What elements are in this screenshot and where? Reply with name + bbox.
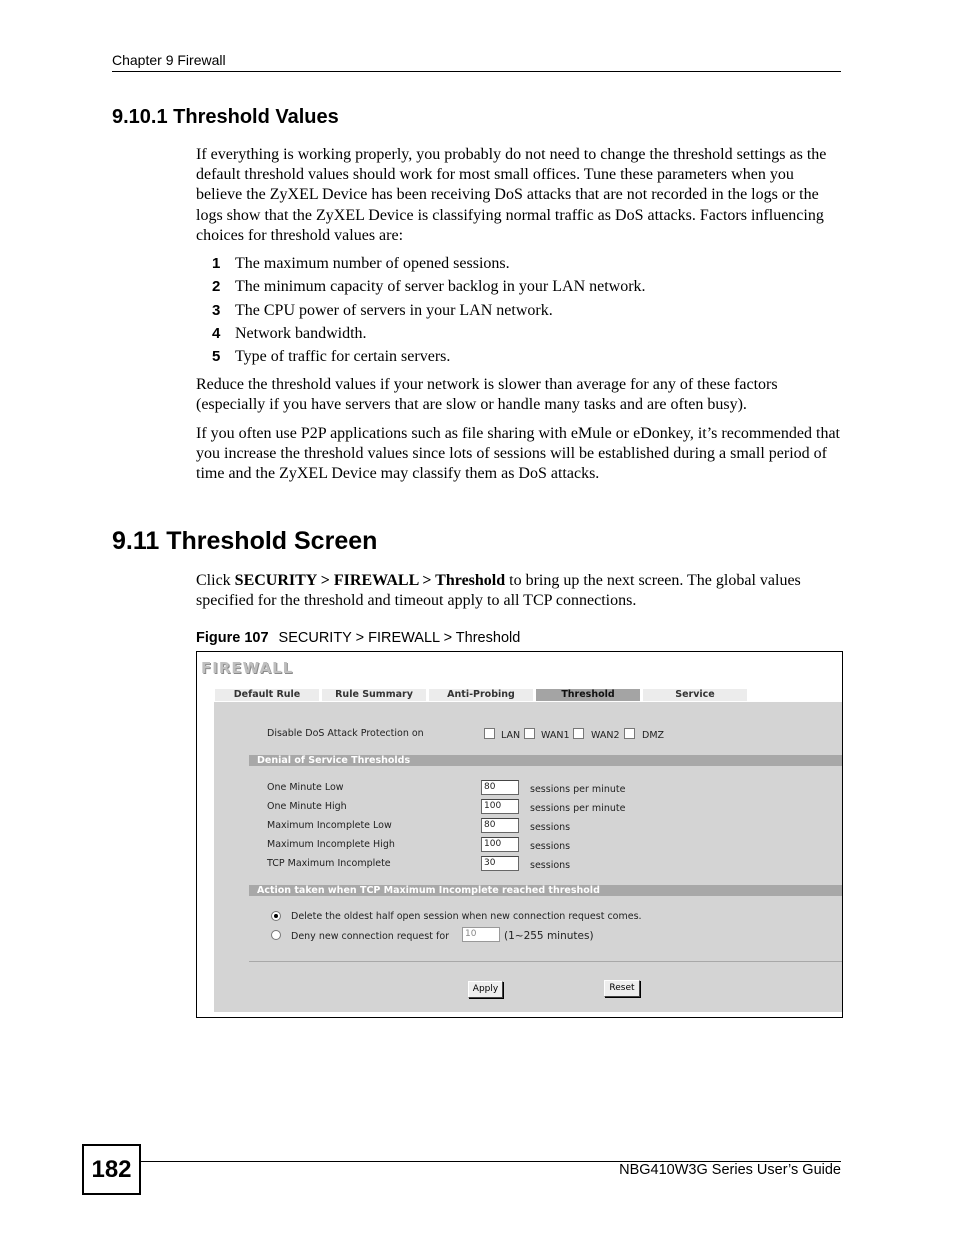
figure-caption — [196, 630, 520, 646]
section-heading-threshold-screen: 9.11 Threshold Screen — [112, 527, 378, 555]
threshold-unit: sessions per minute — [530, 803, 626, 814]
list-text: The CPU power of servers in your LAN network. — [235, 301, 553, 319]
threshold-unit: sessions — [530, 841, 571, 852]
threshold-unit: sessions — [530, 822, 571, 833]
intro-paragraph: If everything is working properly, you probably do not need to change the threshold settings as the default threshold values should work for most small offices. Tune these parameters when you believe the ZyXEL Device has been receiving DoS attacks that are not recorded in the logs or the logs show that the ZyXEL Device is classifying normal traffic as DoS attacks. Factors influencing choices for threshold values are: — [196, 146, 827, 244]
delete-oldest-label: Delete the oldest half open session when new connection request comes. — [291, 911, 642, 922]
list-number: 5 — [212, 348, 221, 366]
reset-button[interactable]: Reset — [604, 980, 640, 997]
list-item — [196, 254, 836, 277]
delete-oldest-radio[interactable] — [271, 911, 281, 921]
deny-request-radio[interactable] — [271, 930, 281, 940]
tab-bar — [215, 689, 750, 701]
list-text: Network bandwidth. — [235, 324, 367, 342]
threshold-label: One Minute High — [267, 801, 347, 812]
wan2-label: WAN2 — [591, 730, 620, 741]
list-number: 3 — [212, 301, 221, 319]
list-item — [196, 324, 836, 347]
wan1-checkbox[interactable] — [524, 728, 535, 739]
threshold-label: Maximum Incomplete High — [267, 839, 395, 850]
panel-divider — [249, 961, 843, 962]
list-item — [196, 301, 836, 324]
list-number: 1 — [212, 255, 221, 272]
max-incomplete-high-input[interactable]: 100 — [481, 837, 519, 852]
dmz-label: DMZ — [642, 730, 665, 741]
tab-service[interactable]: Service — [643, 689, 747, 701]
click-paragraph — [196, 571, 842, 611]
max-incomplete-low-input[interactable]: 80 — [481, 818, 519, 833]
one-minute-low-input[interactable]: 80 — [481, 780, 519, 795]
threshold-screenshot — [196, 651, 843, 1018]
chapter-header: Chapter 9 Firewall — [112, 52, 226, 68]
reduce-paragraph: Reduce the threshold values if your network is slower than average for any of these factors (especially if you have servers that are slow or handle many tasks and are often busy). — [196, 376, 778, 414]
list-item — [196, 277, 836, 300]
list-number: 2 — [212, 278, 221, 296]
threshold-label: One Minute Low — [267, 782, 344, 793]
p2p-paragraph: If you often use P2P applications such as file sharing with eMule or eDonkey, it’s recommended that you increase the threshold values since lots of sessions will be established during a small period of time and the ZyXEL Device may classify them as DoS attacks. — [196, 425, 840, 483]
apply-button[interactable]: Apply — [468, 981, 503, 998]
firewall-title: FIREWALL — [201, 659, 294, 677]
section-heading-threshold-values: 9.10.1 Threshold Values — [112, 106, 339, 128]
threshold-unit: sessions — [530, 860, 571, 871]
lan-label: LAN — [501, 730, 521, 741]
tab-rule-summary[interactable]: Rule Summary — [322, 689, 426, 701]
header-rule — [112, 71, 841, 72]
dos-protection-label: Disable DoS Attack Protection on — [267, 728, 424, 739]
lan-checkbox[interactable] — [484, 728, 495, 739]
click-text: Click — [196, 572, 235, 589]
dmz-checkbox[interactable] — [624, 728, 635, 739]
dos-thresholds-header: Denial of Service Thresholds — [249, 755, 843, 766]
list-text: Type of traffic for certain servers. — [235, 348, 451, 366]
deny-minutes-input[interactable]: 10 — [462, 927, 500, 942]
figure-title: SECURITY > FIREWALL > Threshold — [278, 630, 521, 646]
list-text: The maximum number of opened sessions. — [235, 255, 510, 272]
factors-list — [196, 254, 836, 370]
threshold-unit: sessions per minute — [530, 784, 626, 795]
tab-anti-probing[interactable]: Anti-Probing — [429, 689, 533, 701]
menu-path: SECURITY > FIREWALL > Threshold — [234, 572, 506, 589]
one-minute-high-input[interactable]: 100 — [481, 799, 519, 814]
tab-threshold[interactable]: Threshold — [536, 689, 640, 701]
page-number: 182 — [82, 1144, 141, 1195]
click-text-rest: to bring up the next screen. The global values specified for the threshold and timeout apply to all TCP connections. — [196, 572, 801, 610]
threshold-label: Maximum Incomplete Low — [267, 820, 392, 831]
figure-label: Figure 107 — [196, 630, 269, 646]
list-text: The minimum capacity of server backlog in your LAN network. — [235, 278, 646, 296]
tab-default-rule[interactable]: Default Rule — [215, 689, 319, 701]
guide-title: NBG410W3G Series User’s Guide — [619, 1162, 841, 1178]
threshold-label: TCP Maximum Incomplete — [267, 858, 391, 869]
threshold-panel — [214, 702, 843, 1012]
wan1-label: WAN1 — [541, 730, 570, 741]
list-number: 4 — [212, 324, 221, 342]
list-item — [196, 347, 836, 370]
tcp-max-incomplete-input[interactable]: 30 — [481, 856, 519, 871]
wan2-checkbox[interactable] — [573, 728, 584, 739]
deny-range-label: (1~255 minutes) — [504, 930, 594, 942]
deny-request-label: Deny new connection request for — [291, 931, 450, 942]
action-section-header: Action taken when TCP Maximum Incomplete reached threshold — [249, 885, 843, 896]
